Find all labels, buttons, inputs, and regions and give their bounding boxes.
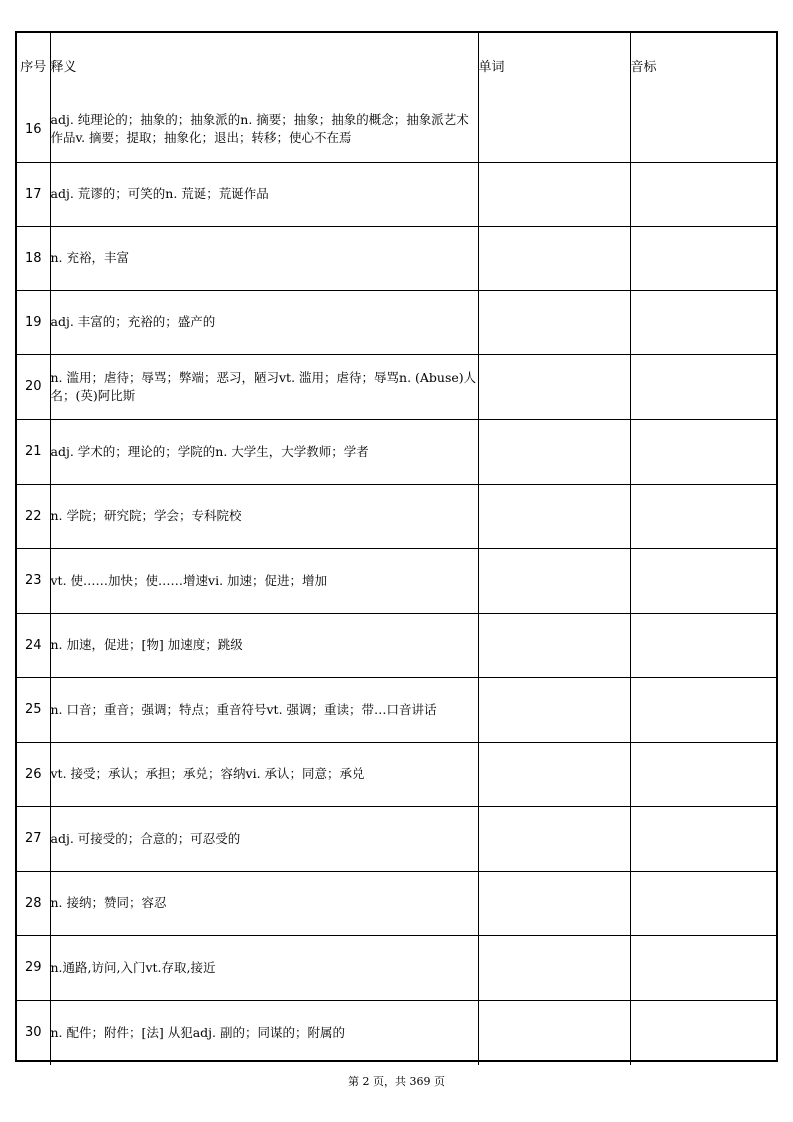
table-row	[17, 97, 778, 162]
row-number: 29	[17, 935, 50, 1000]
row-definition: n. 配件；附件；[法] 从犯adj. 副的；同谋的；附属的	[50, 1000, 478, 1065]
row-phonetic-cell[interactable]	[630, 677, 778, 742]
row-definition: n. 充裕，丰富	[50, 226, 478, 290]
row-phonetic-cell[interactable]	[630, 419, 778, 484]
header-phonetic: 音标	[630, 33, 778, 97]
row-number: 25	[17, 677, 50, 742]
row-phonetic-cell[interactable]	[630, 1000, 778, 1065]
table-row	[17, 484, 778, 548]
row-phonetic-cell[interactable]	[630, 226, 778, 290]
row-word-cell[interactable]	[478, 613, 630, 677]
page-footer: 第 2 页，共 369 页	[348, 1075, 445, 1088]
row-number: 20	[17, 354, 50, 419]
row-definition: n. 口音；重音；强调；特点；重音符号vt. 强调；重读；带…口音讲话	[50, 677, 478, 742]
table-row	[17, 1000, 778, 1065]
row-number: 24	[17, 613, 50, 677]
row-definition: adj. 丰富的；充裕的；盛产的	[50, 290, 478, 354]
row-word-cell[interactable]	[478, 290, 630, 354]
row-definition: n. 学院；研究院；学会；专科院校	[50, 484, 478, 548]
table-row	[17, 354, 778, 419]
row-phonetic-cell[interactable]	[630, 871, 778, 935]
row-number: 18	[17, 226, 50, 290]
header-number: 序号	[17, 33, 50, 97]
row-word-cell[interactable]	[478, 742, 630, 806]
header-word: 单词	[478, 33, 630, 97]
row-word-cell[interactable]	[478, 548, 630, 613]
table-row	[17, 935, 778, 1000]
row-word-cell[interactable]	[478, 935, 630, 1000]
row-word-cell[interactable]	[478, 354, 630, 419]
row-definition: adj. 学术的；理论的；学院的n. 大学生，大学教师；学者	[50, 419, 478, 484]
row-word-cell[interactable]	[478, 97, 630, 162]
table-row	[17, 290, 778, 354]
row-word-cell[interactable]	[478, 871, 630, 935]
row-word-cell[interactable]	[478, 1000, 630, 1065]
table-row	[17, 226, 778, 290]
table-row	[17, 419, 778, 484]
row-phonetic-cell[interactable]	[630, 742, 778, 806]
row-word-cell[interactable]	[478, 419, 630, 484]
row-word-cell[interactable]	[478, 484, 630, 548]
row-number: 16	[17, 97, 50, 162]
table-row	[17, 548, 778, 613]
row-definition: n. 加速，促进；[物] 加速度；跳级	[50, 613, 478, 677]
row-number: 30	[17, 1000, 50, 1065]
row-phonetic-cell[interactable]	[630, 613, 778, 677]
row-definition: adj. 可接受的；合意的；可忍受的	[50, 806, 478, 871]
row-phonetic-cell[interactable]	[630, 935, 778, 1000]
table-row	[17, 806, 778, 871]
row-phonetic-cell[interactable]	[630, 97, 778, 162]
table-header-row	[17, 33, 778, 97]
row-word-cell[interactable]	[478, 806, 630, 871]
row-number: 17	[17, 162, 50, 226]
row-number: 21	[17, 419, 50, 484]
row-phonetic-cell[interactable]	[630, 806, 778, 871]
row-number: 28	[17, 871, 50, 935]
row-definition: adj. 纯理论的；抽象的；抽象派的n. 摘要；抽象；抽象的概念；抽象派艺术作品v. 摘要；提取；抽象化；退出；转移；使心不在焉	[50, 97, 478, 162]
table-row	[17, 613, 778, 677]
row-number: 22	[17, 484, 50, 548]
row-number: 26	[17, 742, 50, 806]
row-word-cell[interactable]	[478, 162, 630, 226]
row-phonetic-cell[interactable]	[630, 354, 778, 419]
row-phonetic-cell[interactable]	[630, 484, 778, 548]
row-number: 19	[17, 290, 50, 354]
row-word-cell[interactable]	[478, 677, 630, 742]
table-row	[17, 871, 778, 935]
row-definition: adj. 荒谬的；可笑的n. 荒诞；荒诞作品	[50, 162, 478, 226]
table-row	[17, 677, 778, 742]
vocabulary-table	[17, 33, 778, 1065]
row-definition: vt. 使……加快；使……增速vi. 加速；促进；增加	[50, 548, 478, 613]
table-row	[17, 742, 778, 806]
row-definition: n.通路,访问,入门vt.存取,接近	[50, 935, 478, 1000]
row-phonetic-cell[interactable]	[630, 290, 778, 354]
row-phonetic-cell[interactable]	[630, 548, 778, 613]
row-definition: vt. 接受；承认；承担；承兑；容纳vi. 承认；同意；承兑	[50, 742, 478, 806]
header-definition: 释义	[50, 33, 478, 97]
row-word-cell[interactable]	[478, 226, 630, 290]
row-phonetic-cell[interactable]	[630, 162, 778, 226]
row-definition: n. 接纳；赞同；容忍	[50, 871, 478, 935]
table-row	[17, 162, 778, 226]
row-definition: n. 滥用；虐待；辱骂；弊端；恶习，陋习vt. 滥用；虐待；辱骂n. (Abuse)人名；(英)阿比斯	[50, 354, 478, 419]
row-number: 23	[17, 548, 50, 613]
vocabulary-table-frame	[15, 31, 778, 1062]
row-number: 27	[17, 806, 50, 871]
